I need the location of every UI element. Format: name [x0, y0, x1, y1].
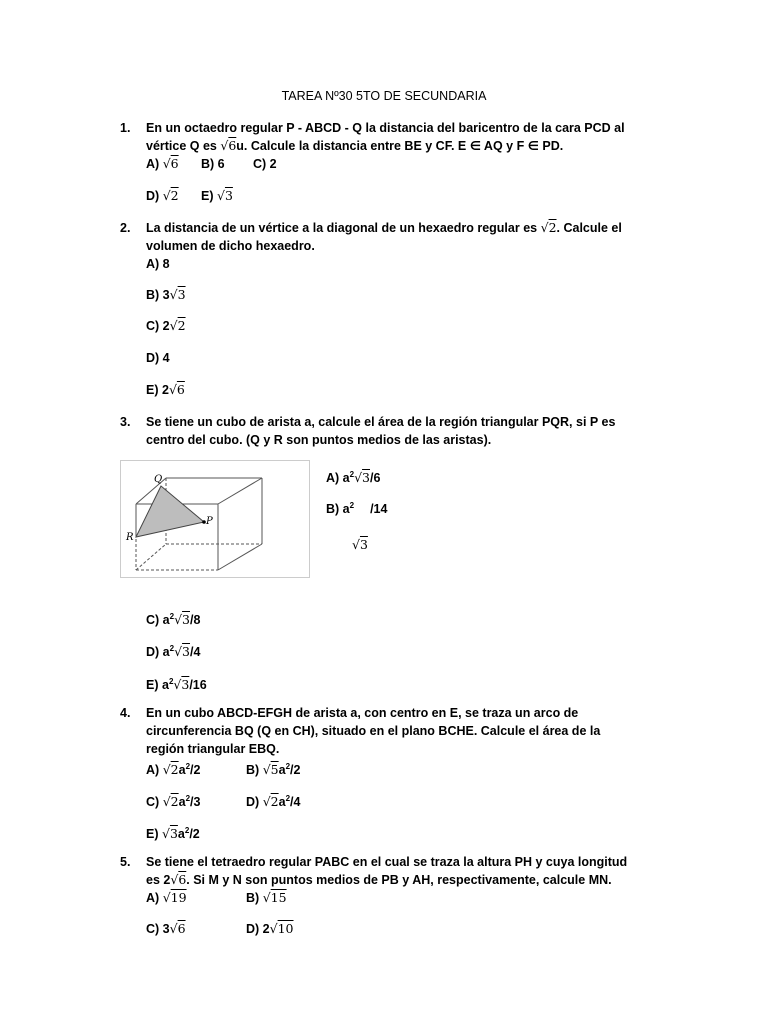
question-1 — [120, 119, 660, 155]
option-e: E) $√3a^2/2$ — [146, 826, 200, 841]
label-q: Q — [154, 474, 163, 485]
option-d: D) 4 — [146, 351, 170, 365]
option-e: E) √3 — [201, 188, 233, 203]
question-text: La distancia de un vértice a la diagonal de un hexaedro regular es √2. Calcule el volumen de dicho hexaedro. — [146, 220, 622, 253]
option-a: A) √19 — [146, 890, 187, 905]
cube-figure — [120, 460, 310, 578]
question-text: En un cubo ABCD-EFGH de arista a, con centro en E, se traza un arco de circunferencia BQ (Q en CH), situado en el plano BCHE. Calcule el área de la región triangular EBQ. — [146, 706, 601, 756]
option-a: A) √6 — [146, 156, 179, 171]
label-r: R — [126, 532, 134, 543]
option-b: B) √15 — [246, 890, 287, 905]
option-c: C) 2√2 — [146, 318, 186, 333]
option-a: A) $√2a^2/2$ — [146, 762, 201, 777]
question-5 — [120, 853, 660, 889]
option-a: A) 8 — [146, 257, 170, 271]
option-d: D) 2√10 — [246, 921, 294, 936]
cube-edge — [218, 544, 262, 570]
question-text: Se tiene un cubo de arista a, calcule el área de la región triangular PQR, si P es centro del cubo. (Q y R son puntos medios de las aristas). — [146, 415, 616, 447]
option-c: C) 3√6 — [146, 921, 186, 936]
question-number: 3. — [120, 415, 131, 429]
option-e: E) $a^2√3/16$ — [146, 677, 207, 692]
question-number: 1. — [120, 121, 131, 135]
question-3 — [120, 413, 660, 449]
option-d: D) √2 — [146, 188, 179, 203]
question-number: 4. — [120, 706, 131, 720]
question-4 — [120, 704, 660, 758]
option-c: C) $a^2√3/8$ — [146, 612, 201, 627]
option-c: C) $√2a^2/3$ — [146, 794, 201, 809]
triangle-pqr — [136, 486, 204, 537]
question-number: 2. — [120, 221, 131, 235]
sqrt-symbol: √6 — [220, 138, 237, 153]
option-b: B) 6 — [201, 157, 225, 171]
option-c: C) 2 — [253, 157, 277, 171]
page-title: TAREA Nº30 5TO DE SECUNDARIA — [281, 89, 487, 103]
option-e: E) 2√6 — [146, 382, 185, 397]
option-d: D) $a^2√3/4$ — [146, 644, 201, 659]
question-text: En un octaedro regular P - ABCD - Q la distancia del baricentro de la cara PCD al vértice Q es √6u. Calcule la distancia entre BE y CF. E ∈ AQ y F ∈ PD. — [146, 121, 625, 153]
question-text: Se tiene el tetraedro regular PABC en el cual se traza la altura PH y cuya longitud es 2√6. Si M y N son puntos medios de PB y AH, respectivamente, calcule MN. — [146, 855, 628, 887]
option-b-radical: √3 — [352, 537, 368, 552]
option-a: A) $a^2√3/6$ — [326, 470, 381, 485]
cube-edge — [218, 478, 262, 504]
question-2 — [120, 219, 660, 255]
option-b: B) $√5a^2/2$ — [246, 762, 301, 777]
option-d: D) $√2a^2/4$ — [246, 794, 301, 809]
cube-hidden-edge — [136, 544, 166, 570]
question-number: 5. — [120, 855, 131, 869]
label-p: P — [206, 516, 213, 527]
option-b: B) $a^2$ /14 — [326, 501, 388, 516]
option-b: B) 3√3 — [146, 287, 186, 302]
